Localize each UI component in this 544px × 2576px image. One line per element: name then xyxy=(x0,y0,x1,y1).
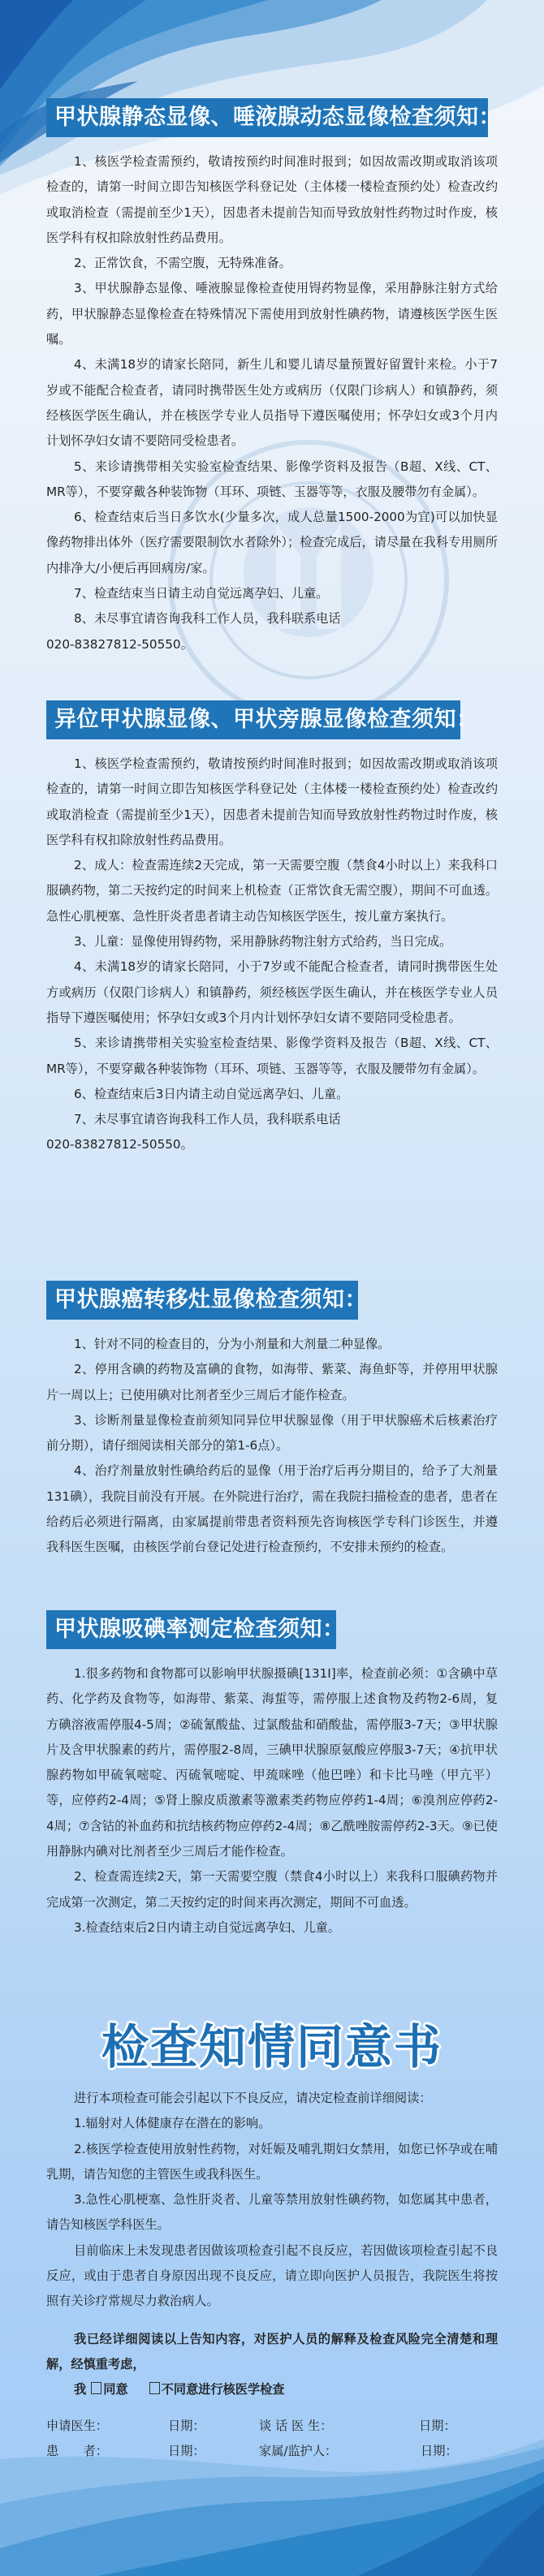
notice-item: 5、来诊请携带相关实验室检查结果、影像学资料及报告（B超、X线、CT、MR等），不要穿戴各种装饰物（耳环、项链、玉器等等，衣服及腰带勿有金属）。 xyxy=(46,1036,498,1076)
consent-statement-block xyxy=(46,2327,498,2378)
notice-item: 2、成人：检查需连续2天完成，第一天需要空腹（禁食4小时以上）来我科口服碘药物，第二天按约定的时间来上机检查（正常饮食无需空腹），期间不可血透。急性心肌梗塞、急性肝炎者患者请主动告知核医学医生，按儿童方案执行。 xyxy=(46,858,498,924)
consent-intro: 进行本项检查可能会引起以下不良反应，请决定检查前详细阅读： xyxy=(74,2091,432,2105)
section-body-thyroid-cancer-metastasis xyxy=(46,1332,498,1561)
patient-label: 患 者： xyxy=(46,2444,108,2458)
interview-doctor-label: 谈 话 医 生： xyxy=(259,2419,333,2433)
requesting-doctor-label: 申请医生： xyxy=(46,2419,108,2433)
notice-item: 6、检查结束后当日多饮水(少量多次，成人总量1500-2000为宜)可以加快显像药物排出体外（医疗需要限制饮水者除外）；检查完成后，请尽量在我科专用厕所内排净大/小便后再回病房/家。 xyxy=(46,510,498,575)
consent-item: 目前临床上未发现患者因做该项检查引起不良反应，若因做该项检查引起不良反应，或由于患者自身原因出现不良反应，请立即向医护人员报告，我院医生将按照有关诊疗常规尽力救治病人。 xyxy=(46,2242,498,2309)
date-label: 日期： xyxy=(421,2444,458,2458)
consent-item: 3.急性心肌梗塞、急性肝炎者、儿童等禁用放射性碘药物，如您属其中患者，请告知核医学科医生。 xyxy=(46,2192,498,2233)
consent-body xyxy=(46,2086,498,2315)
notice-item: 2、停用含碘的药物及富碘的食物，如海带、紫菜、海鱼虾等，并停用甲状腺片一周以上；已使用碘对比剂者至少三周后才能作检查。 xyxy=(46,1362,498,1402)
section-header-thyroid-static: 甲状腺静态显像、唾液腺动态显像检查须知： xyxy=(46,98,488,137)
date-label: 日期： xyxy=(419,2419,456,2433)
notice-item: 3.检查结束后2日内请主动自觉远离孕妇、儿童。 xyxy=(74,1919,340,1935)
consent-statement: 我已经详细阅读以上告知内容，对医护人员的解释及检查风险完全清楚和理解，经慎重考虑， xyxy=(46,2332,498,2372)
notice-item: 2、检查需连续2天，第一天需要空腹（禁食4小时以上）来我科口服碘药物并完成第一次测定，第二天按约定的时间来再次测定，期间不可血透。 xyxy=(46,1869,498,1910)
notice-item: 1.很多药物和食物都可以影响甲状腺摄碘[131I]率，检查前必须：①含碘中草药、化学药及食物等，如海带、紫菜、海蜇等，需停服上述食物及药物2-6周，复方碘溶液需停服4-5周；②硫氰酸盐、过氯酸盐和硝酸盐，需停服3-7天；③甲状腺片及含甲状腺素的药片，需停服2-8周，三碘甲状腺原氨酸应停服3-7天；④抗甲状腺药物如甲硫氧嘧啶、丙硫氧嘧啶、甲巯咪唑（他巴唑）和卡比马唑（甲亢平）等，应停药2-4周；⑤肾上腺皮质激素等激素类药物应停药1-4周；⑥溴剂应停药2-4周；⑦含钴的补血药和抗结核药物应停药2-4周；⑧乙酰唑胺需停药2-3天。⑨已使用静脉内碘对比剂者至少三周后才能作检查。 xyxy=(46,1666,498,1859)
notice-item: 1、核医学检查需预约，敬请按预约时间准时报到；如因故需改期或取消该项检查的，请第一时间立即告知核医学科登记处（主体楼一楼检查预约处）检查改约或取消检查（需提前至少1天），因患者未提前告知而导致放射性药物过时作废，核医学科有权扣除放射性药品费用。 xyxy=(46,756,498,847)
notice-item: 3、诊断剂量显像检查前须知同异位甲状腺显像（用于甲状腺癌术后核素治疗前分期），请仔细阅读相关部分的第1-6点）。 xyxy=(46,1412,498,1454)
notice-item: 7、检查结束当日请主动自觉远离孕妇、儿童。 xyxy=(74,586,329,601)
notice-item: 3、儿童：显像使用锝药物，采用静脉药物注射方式给药，当日完成。 xyxy=(74,934,452,950)
consent-title: 检查知情同意书 xyxy=(101,2019,443,2074)
section-body-ectopic-thyroid xyxy=(46,752,498,1158)
notice-item: 3、甲状腺静态显像、唾液腺显像检查使用锝药物显像，采用静脉注射方式给药，甲状腺静态显像检查在特殊情况下需使用到放射性碘药物，请遵核医学医生医嘱。 xyxy=(46,281,498,347)
notice-item: 4、未满18岁的请家长陪同，新生儿和婴儿请尽量预置好留置针来检。小于7岁或不能配合检查者，请同时携带医生处方或病历（仅限门诊病人）和镇静药，须经核医学医生确认，并在核医学专业人员指导下遵医嘱使用；怀孕妇女或3个月内计划怀孕妇女请不要陪同受检患者。 xyxy=(46,357,498,449)
guardian-label: 家属/监护人： xyxy=(259,2444,338,2458)
notice-item: 7、未尽事宜请咨询我科工作人员，我科联系电话 xyxy=(74,1112,341,1127)
section-header-thyroid-cancer-metastasis: 甲状腺癌转移灶显像检查须知： xyxy=(46,1281,358,1320)
date-label: 日期： xyxy=(168,2419,205,2433)
date-label: 日期： xyxy=(168,2444,205,2458)
contact-phone: 020-83827812-50550。 xyxy=(46,636,193,652)
consent-item: 1.辐射对人体健康存在潜在的影响。 xyxy=(74,2116,271,2131)
disagree-label: 不同意进行核医学检查 xyxy=(161,2382,285,2397)
consent-item: 2.核医学检查使用放射性药物，对妊娠及哺乳期妇女禁用，如您已怀孕或在哺乳期，请告知您的主管医生或我科医生。 xyxy=(46,2141,498,2182)
agree-label: 同意 xyxy=(103,2382,128,2397)
notice-item: 6、检查结束后3日内请主动自觉远离孕妇、儿童。 xyxy=(74,1086,349,1101)
notice-item: 5、来诊请携带相关实验室检查结果、影像学资料及报告（B超、X线、CT、MR等），不要穿戴各种装饰物（耳环、项链、玉器等等，衣服及腰带勿有金属）。 xyxy=(46,459,498,499)
choice-prefix: 我 xyxy=(74,2382,87,2397)
contact-phone: 020-83827812-50550。 xyxy=(46,1137,193,1152)
notice-item: 1、核医学检查需预约，敬请按预约时间准时报到；如因故需改期或取消该项检查的，请第一时间立即告知核医学科登记处（主体楼一楼检查预约处）检查改约或取消检查（需提前至少1天），因患者未提前告知而导致放射性药物过时作废，核医学科有权扣除放射性药品费用。 xyxy=(46,154,498,245)
notice-item: 1、针对不同的检查目的，分为小剂量和大剂量二种显像。 xyxy=(74,1337,391,1351)
notice-item: 2、正常饮食，不需空腹，无特殊准备。 xyxy=(74,256,291,271)
section-header-iodine-uptake: 甲状腺吸碘率测定检查须知： xyxy=(46,1610,336,1649)
section-header-ectopic-thyroid: 异位甲状腺显像、甲状旁腺显像检查须知： xyxy=(46,700,460,739)
disagree-checkbox[interactable] xyxy=(149,2382,160,2394)
notice-item: 4、未满18岁的请家长陪同，小于7岁或不能配合检查者，请同时携带医生处方或病历（仅限门诊病人）和镇静药，须经核医学医生确认，并在核医学专业人员指导下遵医嘱使用；怀孕妇女或3个月内计划怀孕妇女请不要陪同受检患者。 xyxy=(46,959,498,1025)
notice-item: 4、治疗剂量放射性碘给药后的显像（用于治疗后再分期目的，给予了大剂量131碘），我院目前没有开展。在外院进行治疗，需在我院扫描检查的患者，患者在给药后必须进行隔离，由家属提前带患者资料预先咨询核医学专科门诊医生，并遵我科医生医嘱，由核医学前台登记处进行检查预约，不安排未预约的检查。 xyxy=(46,1463,498,1555)
consent-choice-row xyxy=(46,2377,284,2402)
section-body-iodine-uptake xyxy=(46,1661,498,1941)
bottom-wave-decoration xyxy=(0,2427,544,2576)
notice-item: 8、未尽事宜请咨询我科工作人员，我科联系电话 xyxy=(74,611,341,627)
agree-checkbox[interactable] xyxy=(91,2382,101,2394)
section-body-thyroid-static xyxy=(46,149,498,657)
